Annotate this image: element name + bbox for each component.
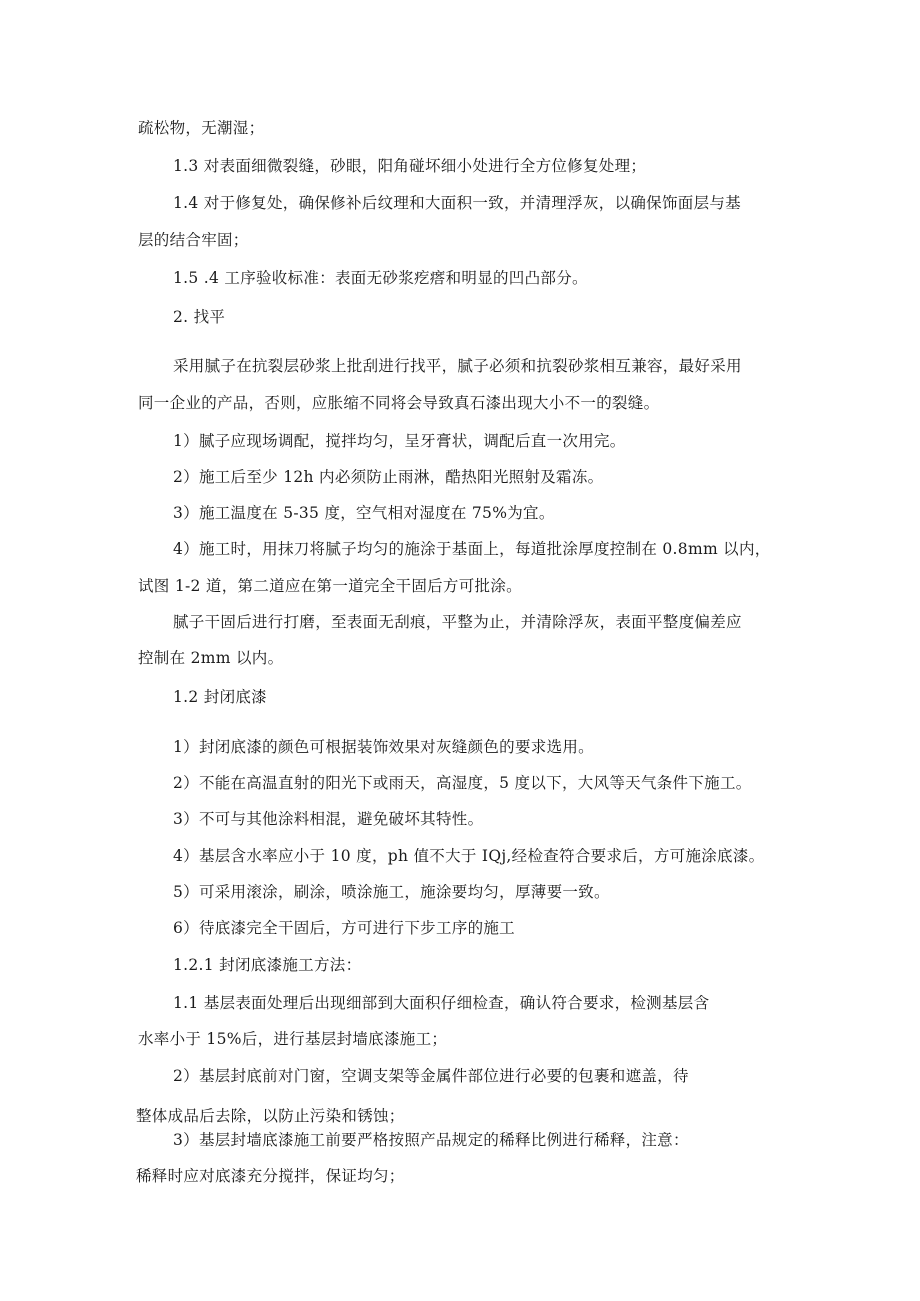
text-line: 稀释时应对底漆充分搅拌，保证均匀； [136, 1167, 405, 1185]
text-line: 6）待底漆完全干固后，方可进行下步工序的施工 [173, 919, 515, 937]
text-line: 3）基层封墙底漆施工前要严格按照产品规定的稀释比例进行稀释，注意： [173, 1131, 689, 1149]
text-line: 1）封闭底漆的颜色可根据装饰效果对灰缝颜色的要求选用。 [173, 738, 594, 756]
text-line: 层的结合牢固； [138, 231, 249, 249]
text-line: 疏松物，无潮湿； [138, 119, 265, 137]
text-line: 1.5 .4 工序验收标准：表面无砂浆疙瘩和明显的凹凸部分。 [173, 269, 588, 287]
text-line: 2）施工后至少 12h 内必须防止雨淋，酷热阳光照射及霜冻。 [173, 468, 604, 486]
text-line: 5）可采用滚涂，刷涂，喷涂施工，施涂要均匀，厚薄要一致。 [173, 883, 610, 901]
text-line: 控制在 2mm 以内。 [138, 649, 284, 667]
text-line: 同一企业的产品，否则，应胀缩不同将会导致真石漆出现大小不一的裂缝。 [138, 394, 660, 412]
text-line: 1.1 基层表面处理后出现细部到大面积仔细检查，确认符合要求，检测基层含 [173, 994, 710, 1012]
text-line: 3）施工温度在 5-35 度，空气相对湿度在 75%为宜。 [173, 504, 555, 522]
text-line: 1.4 对于修复处，确保修补后纹理和大面积一致，并清理浮灰，以确保饰面层与基 [173, 194, 741, 212]
text-line: 采用腻子在抗裂层砂浆上批刮进行找平，腻子必须和抗裂砂浆相互兼容，最好采用 [173, 357, 742, 375]
text-line: 腻子干固后进行打磨，至表面无刮痕，平整为止，并清除浮灰，表面平整度偏差应 [173, 613, 742, 631]
text-line: 1）腻子应现场调配，搅拌均匀，呈牙膏状，调配后直一次用完。 [173, 432, 626, 450]
text-line: 4）基层含水率应小于 10 度，ph 值不大于 IQj,经检查符合要求后，方可施涂底漆。 [173, 847, 765, 865]
section-heading: 1.2 封闭底漆 [173, 688, 267, 706]
text-line: 试图 1-2 道，第二道应在第一道完全干固后方可批涂。 [138, 577, 522, 595]
text-line: 2）不能在高温直射的阳光下或雨天，高湿度，5 度以下，大风等天气条件下施工。 [173, 774, 752, 792]
text-line: 4）施工时，用抹刀将腻子均匀的施涂于基面上，每道批涂厚度控制在 0.8mm 以内， [173, 540, 771, 558]
text-line: 2）基层封底前对门窗，空调支架等金属件部位进行必要的包裹和遮盖，待 [173, 1067, 689, 1085]
section-heading: 2. 找平 [173, 308, 226, 326]
text-line: 1.3 对表面细微裂缝，砂眼，阳角碰坏细小处进行全方位修复处理； [173, 157, 647, 175]
text-line: 整体成品后去除，以防止污染和锈蚀； [136, 1107, 405, 1125]
text-line: 水率小于 15%后，进行基层封墙底漆施工； [138, 1030, 448, 1048]
section-heading: 1.2.1 封闭底漆施工方法： [173, 956, 362, 974]
text-line: 3）不可与其他涂料相混，避免破坏其特性。 [173, 810, 484, 828]
